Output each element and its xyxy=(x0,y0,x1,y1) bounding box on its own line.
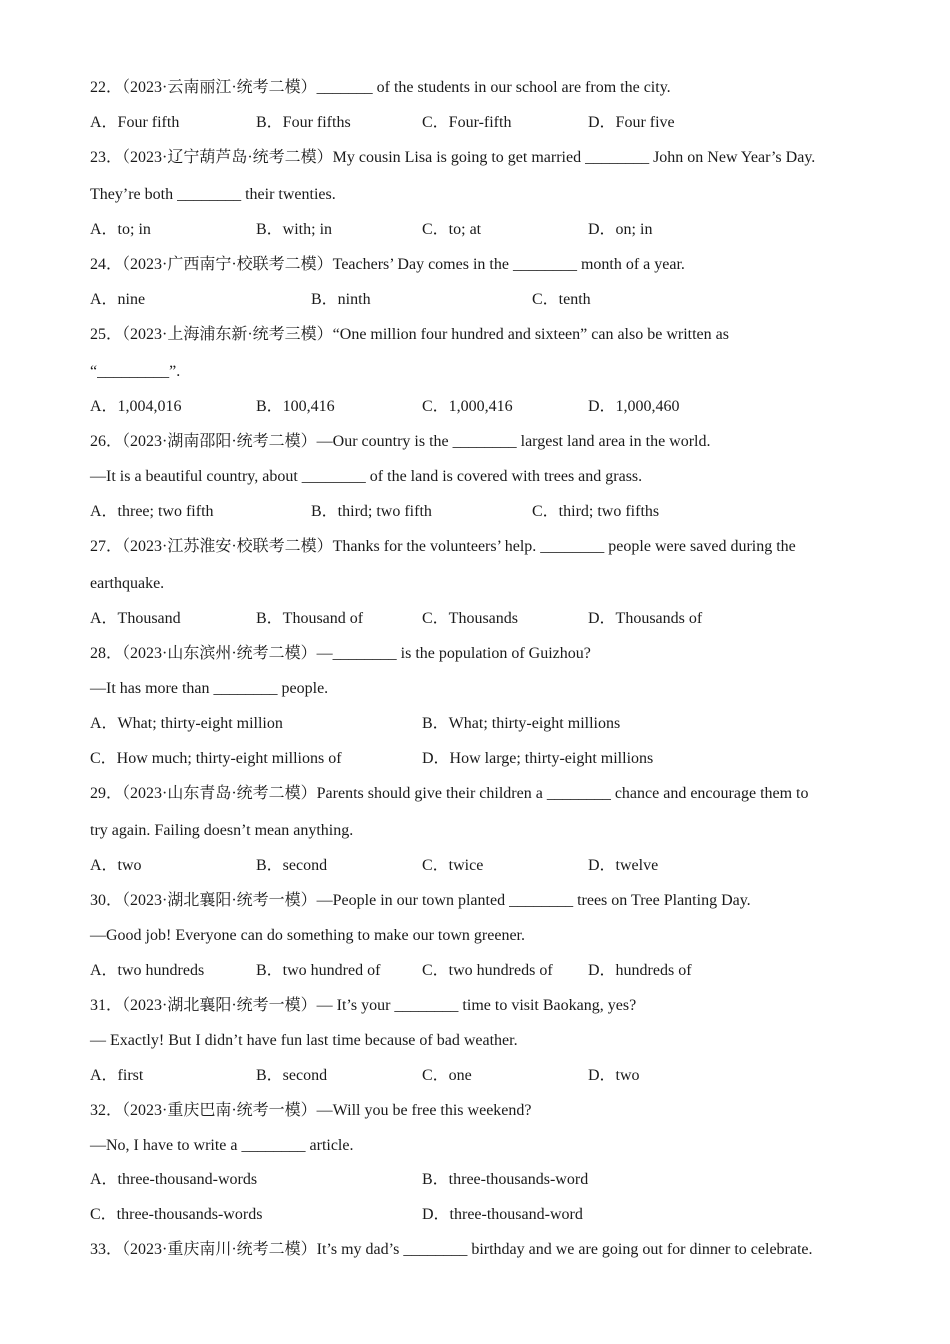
question-23-option-c: C．to; at xyxy=(422,221,482,238)
question-26-option-b: B．third; two fifth xyxy=(311,503,432,520)
question-31-option-c: C．one xyxy=(422,1067,472,1084)
question-22-option-d: D．Four five xyxy=(588,114,675,131)
question-25-stem-cont: “_________”. xyxy=(90,363,181,380)
question-31-stem: 31．（2023·湖北襄阳·统考一模）— It’s your ________ time to visit Baokang, yes? xyxy=(90,997,637,1014)
question-23-option-b: B．with; in xyxy=(256,221,333,238)
question-30-option-c: C．two hundreds of xyxy=(422,962,553,979)
question-26-stem: 26．（2023·湖南邵阳·统考二模）—Our country is the ________ largest land area in the world. xyxy=(90,433,711,450)
question-25-option-a: A．1,004,016 xyxy=(90,398,182,415)
question-29-option-a: A．two xyxy=(90,857,142,874)
question-28-option-d: D．How large; thirty-eight millions xyxy=(422,750,654,767)
question-32-stem: 32．（2023·重庆巴南·统考一模）—Will you be free this weekend? xyxy=(90,1102,532,1119)
question-30-stem-cont: —Good job! Everyone can do something to make our town greener. xyxy=(90,927,525,944)
question-32-option-a: A．three-thousand-words xyxy=(90,1171,258,1188)
question-31-option-a: A．first xyxy=(90,1067,144,1084)
question-27-stem: 27．（2023·江苏淮安·校联考二模）Thanks for the volunteers’ help. ________ people were saved during the xyxy=(90,538,796,555)
question-24-stem: 24．（2023·广西南宁·校联考二模）Teachers’ Day comes in the ________ month of a year. xyxy=(90,256,685,273)
question-29-option-d: D．twelve xyxy=(588,857,659,874)
question-25-option-d: D．1,000,460 xyxy=(588,398,680,415)
question-25-stem: 25．（2023·上海浦东新·统考三模）“One million four hundred and sixteen” can also be written as xyxy=(90,326,729,343)
question-22-stem: 22．（2023·云南丽江·统考二模）_______ of the students in our school are from the city. xyxy=(90,79,671,96)
question-29-option-c: C．twice xyxy=(422,857,484,874)
question-30-option-a: A．two hundreds xyxy=(90,962,205,979)
question-26-option-a: A．three; two fifth xyxy=(90,503,214,520)
question-23-option-a: A．to; in xyxy=(90,221,151,238)
question-31-option-d: D．two xyxy=(588,1067,640,1084)
question-29-stem: 29．（2023·山东青岛·统考二模）Parents should give their children a ________ chance and encourage them to xyxy=(90,785,809,802)
question-23-option-d: D．on; in xyxy=(588,221,653,238)
question-27-option-a: A．Thousand xyxy=(90,610,181,627)
question-26-option-c: C．third; two fifths xyxy=(532,503,660,520)
question-25-option-c: C．1,000,416 xyxy=(422,398,513,415)
question-22-option-a: A．Four fifth xyxy=(90,114,180,131)
question-22-option-c: C．Four-fifth xyxy=(422,114,512,131)
question-25-option-b: B．100,416 xyxy=(256,398,335,415)
question-28-option-a: A．What; thirty-eight million xyxy=(90,715,283,732)
question-32-option-b: B．three-thousands-word xyxy=(422,1171,589,1188)
question-32-stem-cont: —No, I have to write a ________ article. xyxy=(90,1137,354,1154)
question-33-stem: 33．（2023·重庆南川·统考二模）It’s my dad’s ________ birthday and we are going out for dinner to celebrate. xyxy=(90,1241,813,1258)
question-27-option-d: D．Thousands of xyxy=(588,610,703,627)
question-28-option-c: C．How much; thirty-eight millions of xyxy=(90,750,342,767)
question-28-stem: 28．（2023·山东滨州·统考二模）—________ is the population of Guizhou? xyxy=(90,645,591,662)
question-24-option-c: C．tenth xyxy=(532,291,591,308)
question-27-option-b: B．Thousand of xyxy=(256,610,364,627)
question-28-stem-cont: —It has more than ________ people. xyxy=(90,680,329,697)
question-27-option-c: C．Thousands xyxy=(422,610,519,627)
question-24-option-b: B．ninth xyxy=(311,291,371,308)
question-31-stem-cont: — Exactly! But I didn’t have fun last time because of bad weather. xyxy=(90,1032,518,1049)
question-29-option-b: B．second xyxy=(256,857,328,874)
question-30-option-d: D．hundreds of xyxy=(588,962,692,979)
question-31-option-b: B．second xyxy=(256,1067,328,1084)
question-28-option-b: B．What; thirty-eight millions xyxy=(422,715,621,732)
question-24-option-a: A．nine xyxy=(90,291,146,308)
question-32-option-d: D．three-thousand-word xyxy=(422,1206,583,1223)
question-30-stem: 30．（2023·湖北襄阳·统考一模）—People in our town planted ________ trees on Tree Planting Day. xyxy=(90,892,751,909)
question-23-stem: 23．（2023·辽宁葫芦岛·统考二模）My cousin Lisa is going to get married ________ John on New Year’s Day. xyxy=(90,149,816,166)
question-22-option-b: B．Four fifths xyxy=(256,114,351,131)
question-30-option-b: B．two hundred of xyxy=(256,962,381,979)
question-26-stem-cont: —It is a beautiful country, about ________ of the land is covered with trees and grass. xyxy=(90,468,643,485)
question-32-option-c: C．three-thousands-words xyxy=(90,1206,263,1223)
question-27-stem-cont: earthquake. xyxy=(90,575,165,592)
question-23-stem-cont: They’re both ________ their twenties. xyxy=(90,186,336,203)
question-29-stem-cont: try again. Failing doesn’t mean anything. xyxy=(90,822,354,839)
